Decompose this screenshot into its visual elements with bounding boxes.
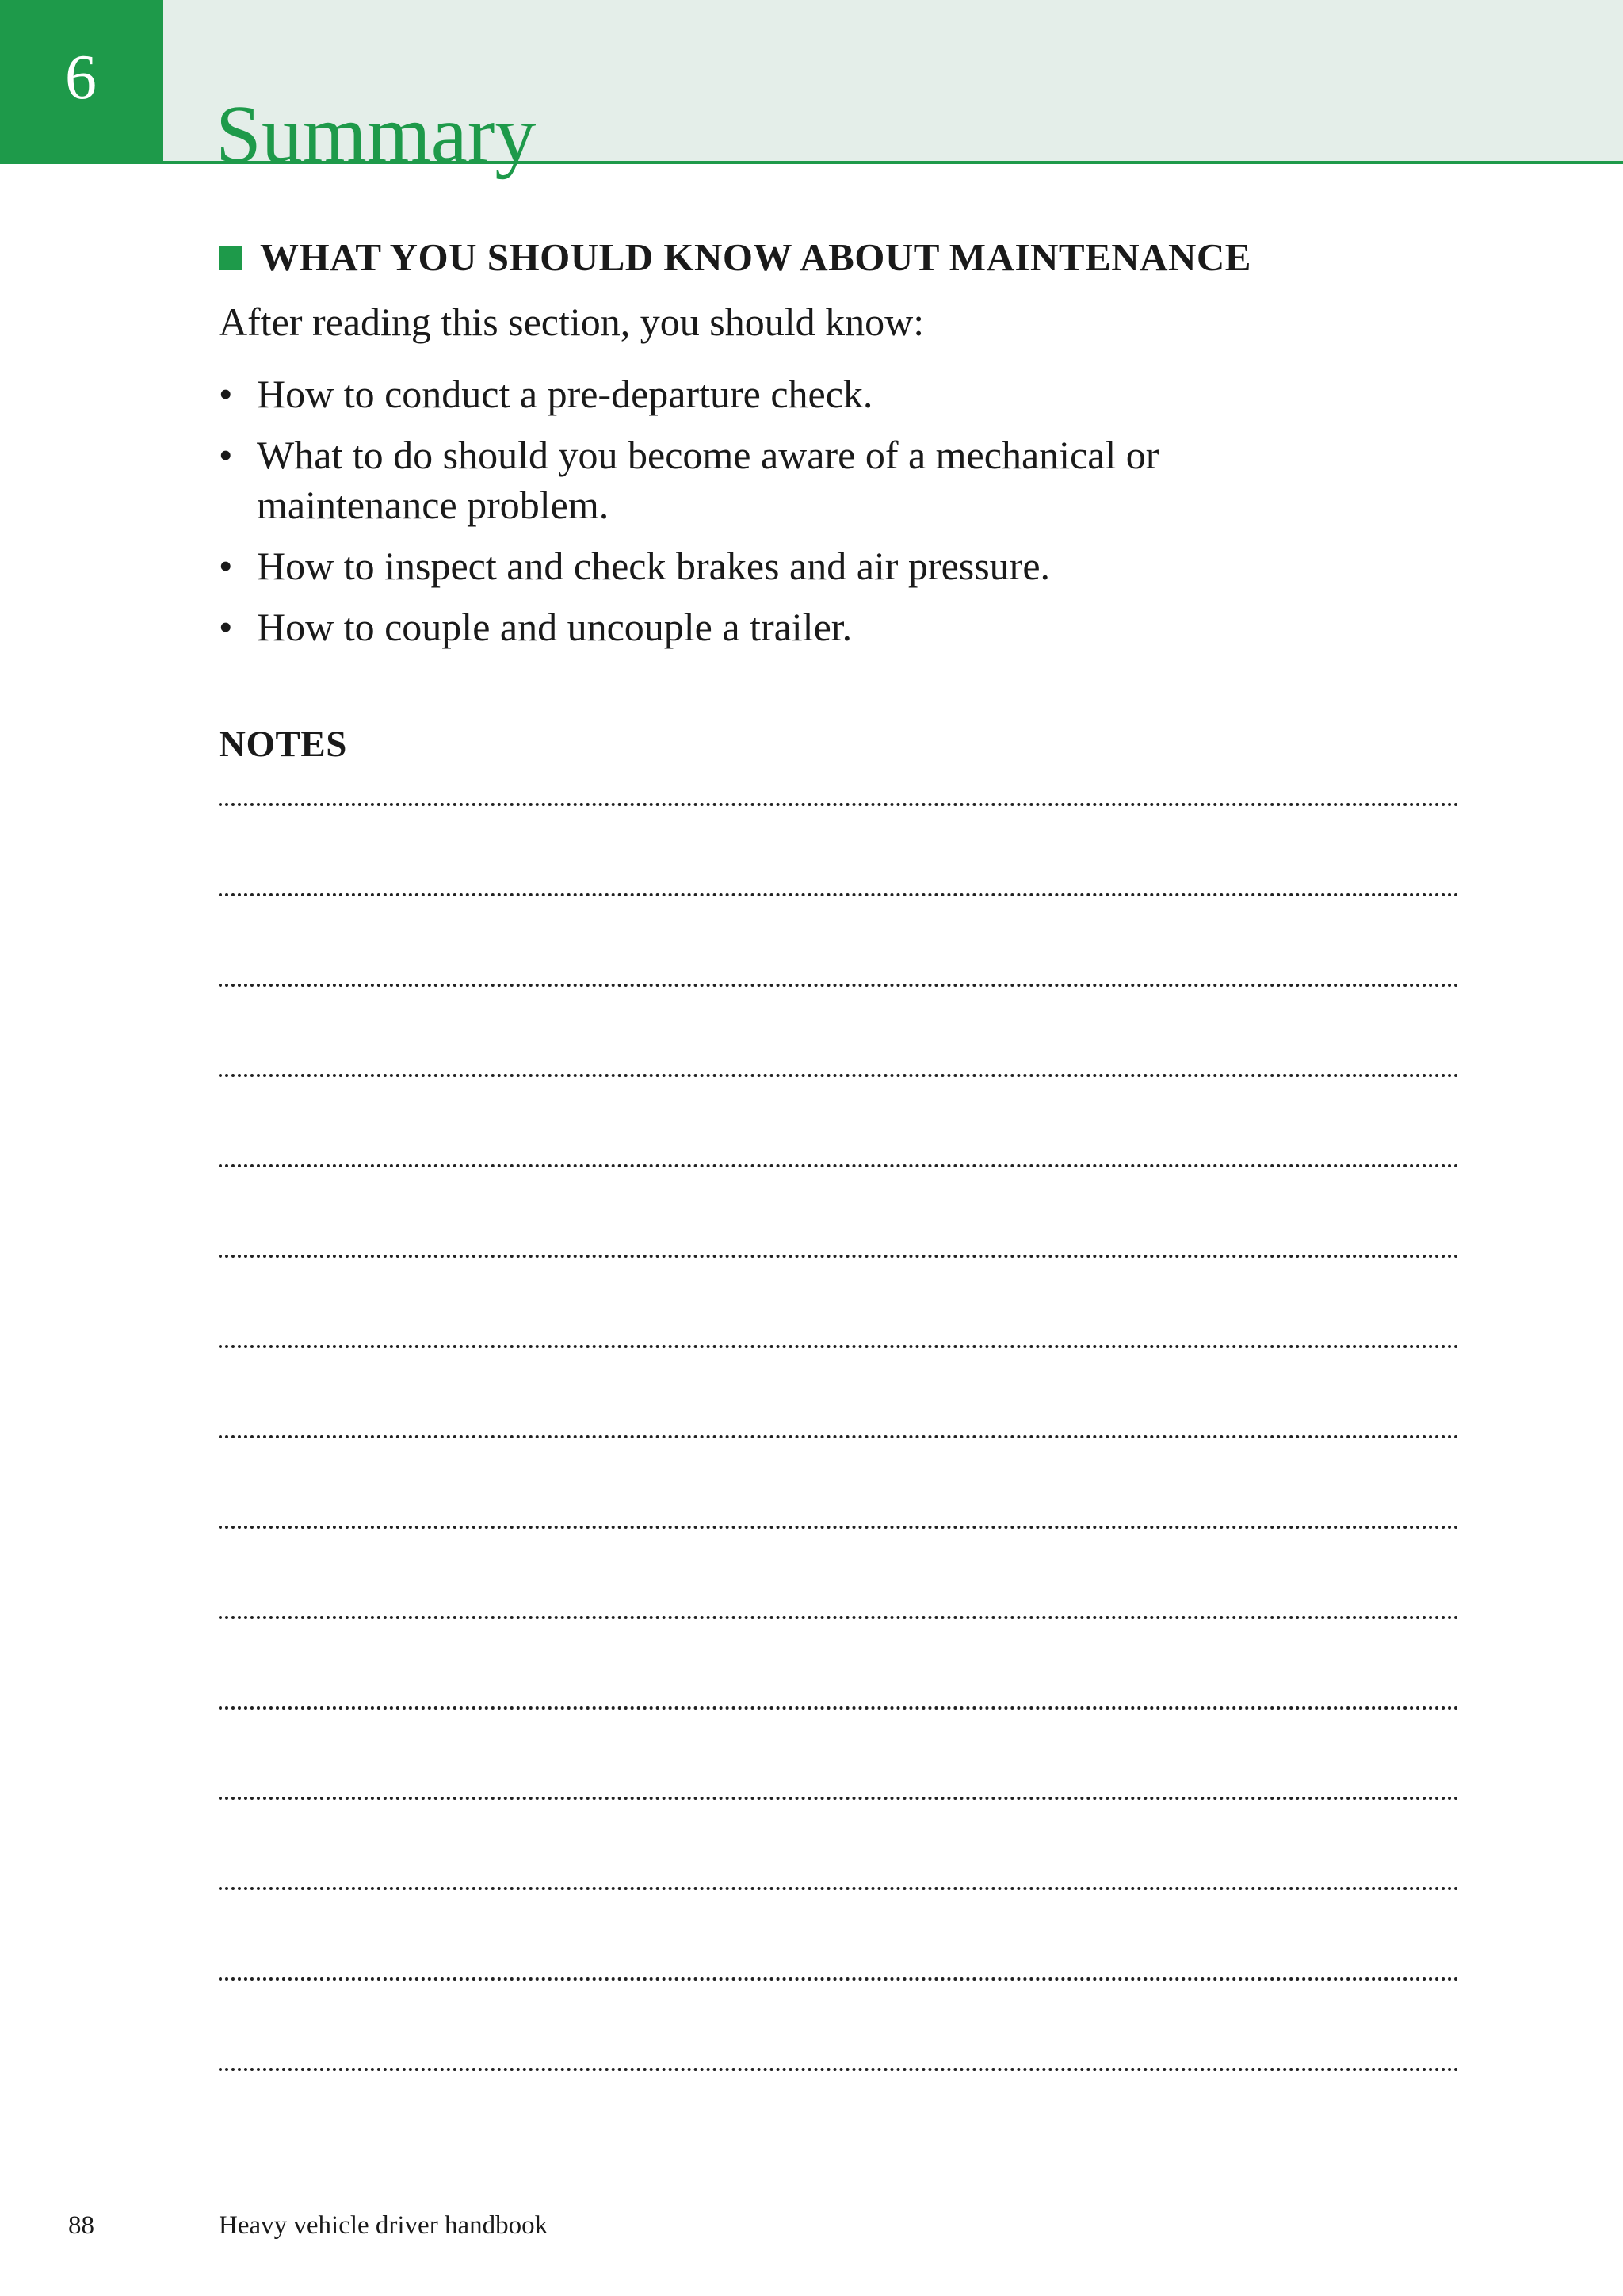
list-item-text: How to couple and uncouple a trailer. [257, 605, 853, 649]
note-line [219, 1345, 1459, 1435]
square-bullet-icon [219, 246, 242, 270]
bullet-list [219, 369, 1249, 663]
list-item [219, 541, 1249, 591]
list-item-text: How to conduct a pre-departure check. [257, 372, 873, 416]
list-item-text: What to do should you become aware of a mechanical or maintenance problem. [257, 433, 1159, 527]
note-line [219, 803, 1459, 893]
list-item [219, 430, 1201, 530]
chapter-tab [0, 0, 163, 164]
bullet-dot-icon: • [219, 433, 233, 477]
note-line [219, 1435, 1459, 1526]
bullet-dot-icon: • [219, 605, 233, 649]
list-item-text: How to inspect and check brakes and air pressure. [257, 544, 1051, 588]
note-line [219, 2068, 1459, 2158]
footer-title: Heavy vehicle driver handbook [219, 2211, 548, 2240]
notes-lines [219, 803, 1459, 2158]
note-line [219, 1164, 1459, 1255]
list-item [219, 369, 1249, 419]
note-line [219, 1706, 1459, 1797]
footer-page-number: 88 [68, 2211, 94, 2240]
note-line [219, 1526, 1459, 1616]
note-line [219, 1074, 1459, 1164]
note-line [219, 984, 1459, 1074]
note-line [219, 1616, 1459, 1706]
intro-text: After reading this section, you should know: [219, 300, 925, 344]
chapter-number: 6 [65, 43, 97, 113]
page-title: Summary [216, 89, 537, 180]
note-line [219, 893, 1459, 984]
section-heading-text: WHAT YOU SHOULD KNOW ABOUT MAINTENANCE [260, 235, 1251, 279]
bullet-dot-icon: • [219, 544, 233, 588]
note-line [219, 1887, 1459, 1977]
bullet-dot-icon: • [219, 372, 233, 416]
section-heading [219, 235, 1251, 280]
note-line [219, 1977, 1459, 2068]
note-line [219, 1255, 1459, 1345]
note-line [219, 1797, 1459, 1887]
notes-heading: NOTES [219, 724, 347, 765]
list-item [219, 602, 1249, 652]
